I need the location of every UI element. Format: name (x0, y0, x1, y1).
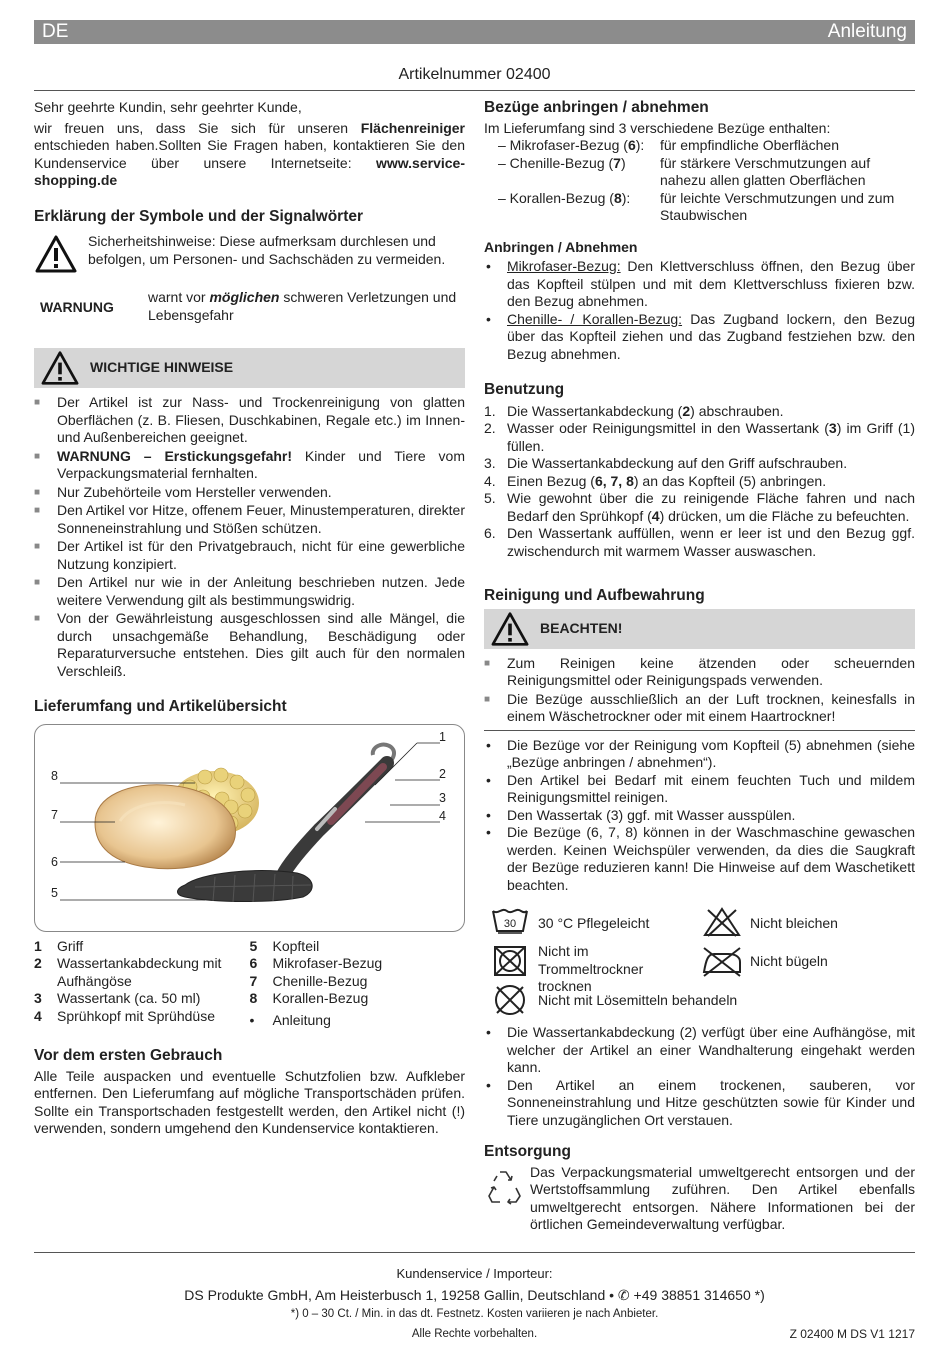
part-number: 6 (249, 955, 258, 971)
list-item (250, 973, 466, 991)
part-number: 8 (249, 990, 258, 1006)
part-number: 1 (34, 937, 42, 954)
warning-triangle-icon (34, 233, 78, 275)
attach-list (484, 258, 915, 363)
suffocation-warning-text: Kinder und Tiere vom Verpackungsmaterial fernhalten. (57, 447, 465, 481)
intro-text (34, 120, 465, 190)
list-item (484, 455, 915, 473)
list-item: • Die Bezüge (6, 7, 8) können in der Waschmaschine gewaschen werden. Keinen Weichspüler verwenden, da dies die Saugkraft der Bezüge reduzieren kann! Die Hinweise auf dem Waschetikett beachten. (484, 824, 915, 894)
header-title: Anleitung (827, 21, 907, 42)
step-number: 3. (484, 455, 496, 471)
footer-service: Kundenservice / Importeur: (396, 1266, 553, 1281)
service-url: www.service-shopping.de (34, 154, 465, 188)
footer-note: *) 0 – 30 Ct. / Min. in das dt. Festnetz. Kosten variieren je nach Anbieter. (290, 1308, 659, 1320)
part-number: 4 (34, 1007, 42, 1024)
care-symbols (484, 902, 915, 1014)
header-bar (34, 20, 915, 44)
symbols-heading: Erklärung der Symbole und der Signalwörter (34, 207, 364, 225)
list-item (498, 137, 915, 155)
care-heading: Reinigung und Aufbewahrung (484, 587, 705, 604)
no-solvent-icon (492, 982, 528, 1018)
parts-column-2 (250, 938, 466, 1030)
covers-intro: Im Lieferumfang sind 3 verschiedene Bezüge enthalten: (484, 119, 831, 136)
list-item (34, 1008, 250, 1026)
wash-30-icon (490, 906, 530, 934)
callout-2: 2 (439, 766, 446, 781)
step-number: 5. (484, 490, 496, 506)
list-item: ■ Von der Gewährleistung ausgeschlossen sind alle Mängel, die durch unsachgemäße Behandlung, Beschädigung oder Reparaturversuche entstehen. Dies gilt auch für den normalen Verschleiß. (34, 610, 465, 680)
list-item: • Die Bezüge vor der Reinigung vom Kopfteil (5) abnehmen (siehe „Bezüge anbringen / abnehmen“). (484, 737, 915, 772)
chenille-label: Chenille- / Korallen-Bezug: (507, 310, 683, 327)
list-item (484, 490, 915, 525)
list-item (34, 955, 250, 990)
step-text-end: ) an das Kopfteil (5) anbringen. (633, 472, 827, 489)
list-item (34, 938, 250, 956)
usage-steps (484, 403, 915, 561)
step-ref: 6, 7, 8 (594, 472, 634, 489)
footer-rights: Alle Rechte vorbehalten. (411, 1328, 538, 1340)
cover-name (498, 155, 660, 190)
footer-address: DS Produkte GmbH, Am Heisterbusch 1, 19258 Gallin, Deutschland • ✆ +49 38851 314650 *) (184, 1287, 765, 1303)
parts-list (34, 938, 465, 1030)
safety-symbol-row (34, 233, 465, 275)
list-item (250, 990, 466, 1008)
microfiber-label: Mikrofaser-Bezug: (507, 258, 621, 274)
footer-code: Z 02400 M DS V1 1217 (789, 1327, 915, 1341)
intro-text-a: wir freuen uns, dass Sie sich für unseren (34, 119, 361, 136)
callout-3: 3 (439, 790, 446, 805)
no-solvent-label: Nicht mit Lösemitteln behandeln (538, 992, 738, 1008)
callout-7: 7 (51, 807, 58, 822)
right-column (484, 99, 915, 1234)
list-item: ■ Der Artikel ist zur Nass- und Trockenreinigung von glatten Oberflächen (z. B. Fliesen, Duschkabinen, Regale etc.) im Innen- und Außenbereichen geeignet. (34, 394, 465, 447)
part-number: 5 (249, 937, 258, 954)
part-label: Kopfteil (272, 937, 320, 954)
note-heading: BEACHTEN! (540, 619, 623, 636)
list-item (250, 1012, 466, 1030)
microfiber-text: Den Klettverschluss öffnen, den Bezug über das Kopfteil stülpen und mit dem Klettverschluss fixieren bzw. den Bezug abnehmen. (507, 258, 915, 309)
covers-list (498, 137, 915, 225)
list-item (484, 473, 915, 491)
important-heading: WICHTIGE HINWEISE (90, 359, 234, 376)
important-list (34, 394, 465, 680)
language-code: DE (42, 21, 69, 42)
cover-name-end: ) (620, 154, 626, 171)
list-item: ■ Den Artikel nur wie in der Anleitung beschrieben nutzen. Jede weitere Verwendung gilt als bestimmungswidrig. (34, 574, 465, 609)
warning-text (148, 289, 465, 324)
step-text-end: ) im Griff (1) füllen. (507, 420, 916, 454)
list-item (498, 155, 915, 190)
part-label: Wassertankabdeckung mit Aufhängöse (57, 955, 222, 989)
list-item: • Den Wassertak (3) ggf. mit Wasser ausspülen. (484, 807, 915, 825)
covers-heading: Bezüge anbringen / abnehmen (484, 99, 709, 116)
step-text: Den Wassertank auffüllen, wenn er leer ist und den Bezug ggf. zwischendurch mit warmem Wasser auswaschen. (507, 525, 915, 559)
callout-6: 6 (51, 854, 58, 869)
warning-label: WARNUNG (40, 299, 114, 315)
cover-name-text: – Korallen-Bezug ( (498, 189, 614, 206)
disposal-heading: Entsorgung (484, 1143, 571, 1160)
step-text: Die Wassertankabdeckung ( (507, 402, 683, 419)
list-item (484, 403, 915, 421)
step-ref: 3 (828, 420, 837, 436)
cover-number: 8 (613, 189, 622, 206)
list-item: ■ Der Artikel ist für den Privatgebrauch, nicht für eine gewerbliche Nutzung konzipiert. (34, 538, 465, 573)
step-text: Einen Bezug ( (507, 472, 595, 489)
no-iron-icon (700, 946, 744, 978)
list-item: • Den Artikel an einem trockenen, sauberen, vor Sonneneinstrahlung und Hitze geschützten sowie für Kinder und Tiere unzugänglichen Ort verstauen. (484, 1077, 915, 1130)
callout-4: 4 (439, 808, 446, 823)
cover-description: für leichte Verschmutzungen und zum Staubwischen (660, 189, 895, 223)
list-item (34, 990, 250, 1008)
chenille-text: Das Zugband lockern, den Bezug über das Kopfteil ziehen und das Zugband festziehen bzw. den Bezug abnehmen. (507, 310, 915, 362)
cover-description: für stärkere Verschmutzungen auf nahezu allen glatten Oberflächen (660, 154, 871, 188)
list-item: • Die Wassertankabdeckung (2) verfügt über eine Aufhängöse, mit welcher der Artikel an einer Wandhalterung eingehakt werden kann. (484, 1024, 915, 1077)
part-label: Wassertank (ca. 50 ml) (57, 990, 201, 1006)
no-bleach-label: Nicht bleichen (750, 915, 838, 931)
overview-heading: Lieferumfang und Artikelübersicht (34, 698, 287, 715)
article-number: Artikelnummer 02400 (398, 66, 551, 83)
step-ref: 2 (682, 402, 691, 419)
list-item: ■ Die Bezüge ausschließlich an der Luft trocknen, keinesfalls in einem Wäschetrockner oder mit einem Haartrockner! (484, 691, 915, 726)
step-text: Die Wassertankabdeckung auf den Griff aufschrauben. (507, 455, 848, 471)
cover-name (498, 137, 660, 155)
footer-rule (34, 1252, 915, 1253)
list-item: • Den Artikel bei Bedarf mit einem feuchten Tuch und mildem Reinigungsmittel reinigen. (484, 772, 915, 807)
no-iron-label: Nicht bügeln (750, 953, 828, 969)
list-item (34, 448, 465, 483)
list-item: ■ Zum Reinigen keine ätzenden oder scheuernden Reinigungsmittel oder Reinigungspads verwenden. (484, 655, 915, 690)
wash-label: 30 °C Pflegeleicht (538, 915, 650, 931)
cover-name (498, 190, 660, 225)
cover-number: 6 (627, 137, 636, 153)
disposal-row (484, 1164, 915, 1234)
step-text: Wie gewohnt über die zu reinigende Fläche fahren und nach Bedarf den Sprühkopf ( (507, 490, 915, 524)
note-list (484, 655, 915, 726)
recycling-icon (484, 1166, 526, 1208)
step-text-end: ) abschrauben. (690, 402, 784, 419)
part-label: Anleitung (272, 1011, 331, 1028)
care-list (484, 737, 915, 895)
step-number: 2. (484, 420, 496, 436)
cover-name-end: ): (635, 137, 645, 153)
callout-5: 5 (51, 885, 58, 900)
step-text: Wasser oder Reinigungsmittel in den Wassertank ( (507, 420, 829, 436)
part-label: Sprühkopf mit Sprühdüse (57, 1007, 215, 1024)
part-number: • (249, 1011, 255, 1028)
svg-text:30: 30 (503, 918, 517, 930)
list-item (484, 420, 915, 455)
no-tumble-dry-icon (492, 944, 528, 978)
salutation: Sehr geehrte Kundin, sehr geehrter Kunde, (34, 99, 302, 115)
part-number: 3 (34, 990, 42, 1006)
part-label: Griff (57, 937, 84, 954)
part-label: Chenille-Bezug (272, 972, 368, 989)
safety-text: Sicherheitshinweise: Diese aufmerksam durchlesen und befolgen, um Personen- und Sachschäden zu vermeiden. (88, 233, 446, 267)
product-name: Flächenreiniger (360, 119, 465, 136)
cover-description: für empfindliche Oberflächen (660, 137, 839, 153)
title-rule (34, 90, 915, 91)
part-label: Korallen-Bezug (272, 990, 369, 1006)
usage-heading: Benutzung (484, 381, 565, 398)
warning-text-emph: möglichen (209, 289, 280, 305)
no-bleach-icon (702, 906, 742, 938)
attach-subheading: Anbringen / Abnehmen (484, 238, 638, 255)
parts-column-1 (34, 938, 250, 1030)
storage-list (484, 1024, 915, 1129)
list-item: ■ Den Artikel vor Hitze, offenem Feuer, Minustemperaturen, direkter Sonneneinstrahlung und Stößen schützen. (34, 502, 465, 537)
step-text-end: ) drücken, um die Fläche zu befeuchten. (659, 507, 910, 524)
step-number: 1. (484, 402, 496, 419)
flat-mop-illustration (35, 725, 464, 931)
part-number: 2 (34, 955, 42, 971)
cover-number: 7 (613, 154, 621, 171)
callout-1: 1 (439, 729, 446, 744)
part-number: 7 (249, 972, 258, 989)
step-number: 4. (484, 472, 496, 489)
first-use-heading: Vor dem ersten Gebrauch (34, 1047, 223, 1064)
step-number: 6. (484, 525, 496, 541)
list-item (484, 258, 915, 311)
cover-name-text: – Mikrofaser-Bezug ( (498, 137, 628, 153)
divider (484, 730, 915, 731)
list-item (484, 525, 915, 560)
disposal-text: Das Verpackungsmaterial umweltgerecht entsorgen und der Wertstoffsammlung zuführen. Den Artikel ebenfalls umweltgerecht entsorgen. Nähere Informationen bei der örtlichen Gemeindeverwaltung verfügbar. (530, 1163, 915, 1232)
left-column (34, 99, 465, 1138)
first-use-text: Alle Teile auspacken und eventuelle Schutzfolien bzw. Aufkleber entfernen. Den Lieferumfang auf mögliche Transportschäden prüfen. Sollte ein Transportschaden festgestellt werden, den Artikel nicht (!) verwenden, sondern umgehend den Kundenservice kontaktieren. (34, 1067, 465, 1136)
cover-name-text: – Chenille-Bezug ( (498, 154, 614, 171)
part-label: Mikrofaser-Bezug (272, 955, 383, 971)
list-item: ■ Nur Zubehörteile vom Hersteller verwenden. (34, 484, 465, 502)
suffocation-warning: WARNUNG – Erstickungsgefahr! (57, 447, 293, 464)
step-ref: 4 (651, 507, 660, 524)
important-box-header (34, 348, 465, 388)
note-box-header (484, 609, 915, 649)
warning-triangle-icon (40, 350, 80, 386)
callout-8: 8 (51, 768, 58, 783)
list-item (498, 190, 915, 225)
cover-name-end: ): (621, 189, 631, 206)
list-item (250, 955, 466, 973)
warning-triangle-icon (490, 611, 530, 647)
warning-text-c: schweren Verletzungen und Lebensgefahr (148, 289, 457, 323)
intro-text-b: entschieden haben.Sollten Sie Fragen haben, kontaktieren Sie den Kundenservice über unsere Internetseite: (34, 137, 465, 171)
list-item (250, 938, 466, 956)
warning-row (34, 289, 465, 324)
no-tumble-dry-label: Nicht im Trommeltrockner trocknen (538, 943, 644, 994)
product-figure (34, 724, 465, 932)
list-item (484, 311, 915, 364)
warning-text-a: warnt vor (148, 289, 210, 305)
